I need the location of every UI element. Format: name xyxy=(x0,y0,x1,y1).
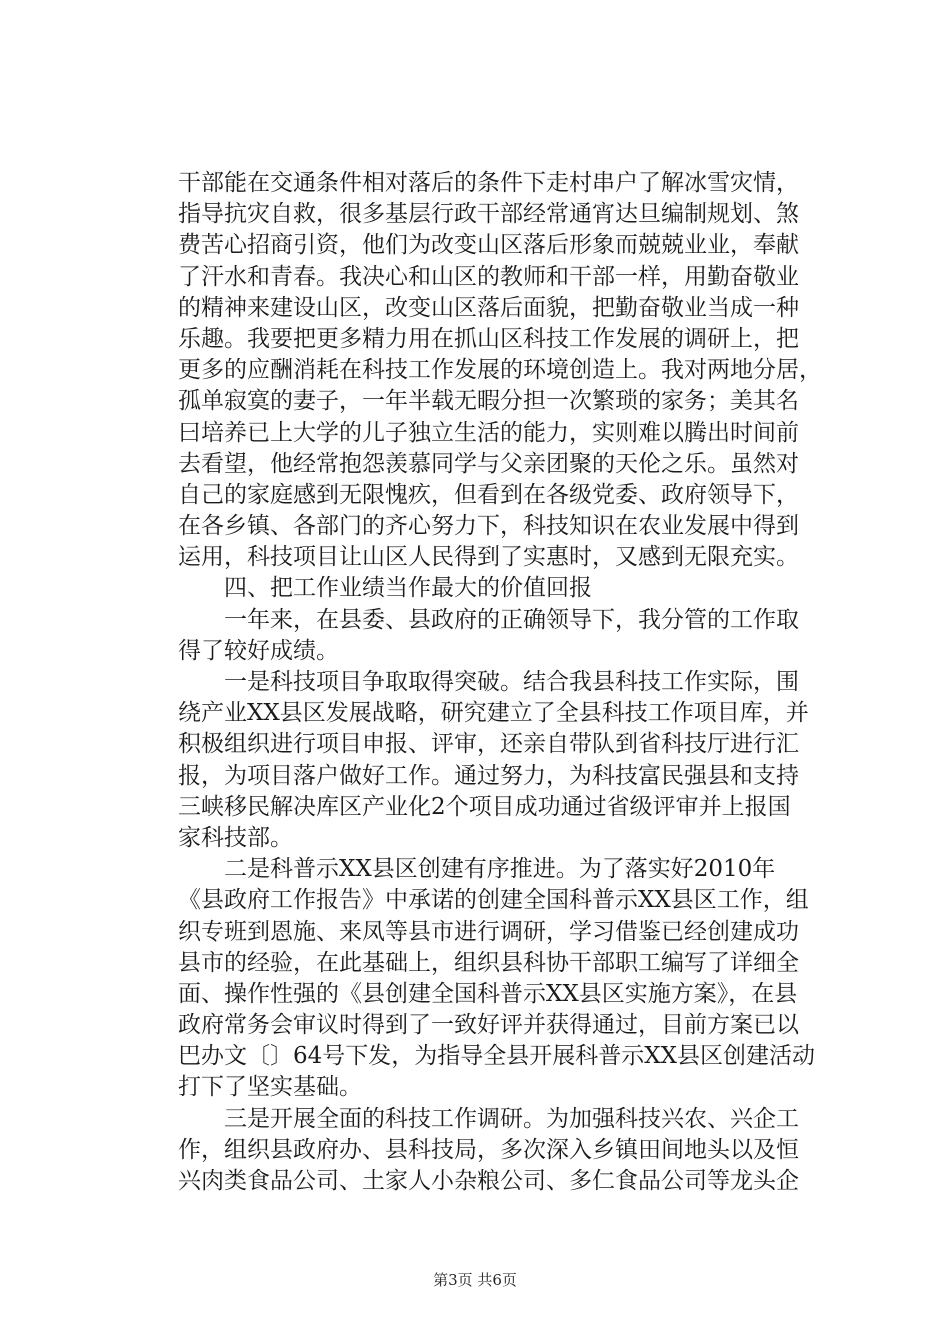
text-line: 兴肉类食品公司、土家人小杂粮公司、多仁食品公司等龙头企 xyxy=(178,1168,799,1194)
text-line: 乐趣。我要把更多精力用在抓山区科技工作发展的调研上，把 xyxy=(178,325,799,352)
text-line: 得了较好成绩。 xyxy=(178,637,339,664)
text-line: 孤单寂寞的妻子，一年半载无暇分担一次繁琐的家务；美其名 xyxy=(178,388,799,415)
text-line: 家科技部。 xyxy=(178,824,293,851)
text-line: 报，为项目落户做好工作。通过努力，为科技富民强县和支持 xyxy=(178,762,799,789)
text-line: 巴办文〔〕64号下发，为指导全县开展科普示XX县区创建活动 xyxy=(178,1043,816,1070)
text-line: 的精神来建设山区，改变山区落后面貌，把勤奋敬业当成一种 xyxy=(178,294,799,321)
text-line: 三峡移民解决库区产业化2个项目成功通过省级评审并上报国 xyxy=(178,793,791,820)
text-line: 《县政府工作报告》中承诺的创建全国科普示XX县区工作，组 xyxy=(178,887,809,914)
text-line: 运用，科技项目让山区人民得到了实惠时，又感到无限充实。 xyxy=(178,544,799,571)
text-line: 二是科普示XX县区创建有序推进。为了落实好2010年 xyxy=(178,856,776,883)
text-line: 打下了坚实基础。 xyxy=(178,1074,362,1101)
text-line: 指导抗灾自救，很多基层行政干部经常通宵达旦编制规划、煞 xyxy=(178,201,799,228)
section-heading: 四、把工作业绩当作最大的价值回报 xyxy=(178,575,592,602)
text-line: 织专班到恩施、来凤等县市进行调研，学习借鉴已经创建成功 xyxy=(178,918,799,945)
text-line: 自己的家庭感到无限愧疚，但看到在各级党委、政府领导下， xyxy=(178,481,799,508)
text-line: 县市的经验，在此基础上，组织县科协干部职工编写了详细全 xyxy=(178,949,799,976)
body-text xyxy=(178,168,838,1197)
text-line: 在各乡镇、各部门的齐心努力下，科技知识在农业发展中得到 xyxy=(178,513,799,540)
text-line: 曰培养已上大学的儿子独立生活的能力，实则难以腾出时间前 xyxy=(178,419,799,446)
text-line: 三是开展全面的科技工作调研。为加强科技兴农、兴企工 xyxy=(178,1105,799,1132)
page-number-footer: 第3页 共6页 xyxy=(433,1271,517,1289)
text-line: 面、操作性强的《县创建全国科普示XX县区实施方案》，在县 xyxy=(178,980,798,1007)
text-line: 政府常务会审议时得到了一致好评并获得通过，目前方案已以 xyxy=(178,1012,799,1039)
text-line: 作，组织县政府办、县科技局，多次深入乡镇田间地头以及恒 xyxy=(178,1136,799,1163)
text-line: 去看望，他经常抱怨羡慕同学与父亲团聚的天伦之乐。虽然对 xyxy=(178,450,799,477)
text-line: 一是科技项目争取取得突破。结合我县科技工作实际，围 xyxy=(178,669,799,695)
text-line: 更多的应酬消耗在科技工作发展的环境创造上。我对两地分居， xyxy=(178,357,822,384)
text-line: 干部能在交通条件相对落后的条件下走村串户了解冰雪灾情， xyxy=(178,170,799,196)
text-line: 一年来，在县委、县政府的正确领导下，我分管的工作取 xyxy=(178,606,799,633)
text-line: 费苦心招商引资，他们为改变山区落后形象而兢兢业业，奉献 xyxy=(178,232,799,259)
text-line: 积极组织进行项目申报、评审，还亲自带队到省科技厅进行汇 xyxy=(178,731,799,758)
text-line: 了汗水和青春。我决心和山区的教师和干部一样，用勤奋敬业 xyxy=(178,263,799,290)
text-line: 绕产业XX县区发展战略，研究建立了全县科技工作项目库，并 xyxy=(178,700,809,727)
